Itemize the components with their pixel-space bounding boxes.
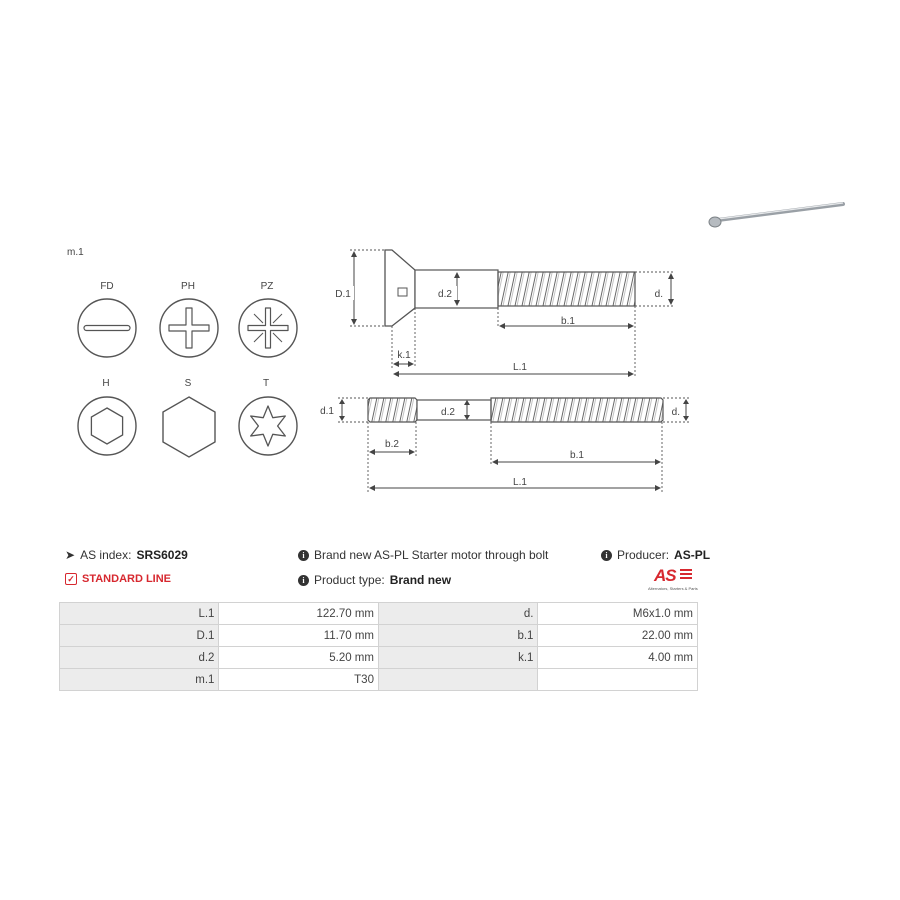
standard-line-label: STANDARD LINE <box>82 573 172 585</box>
spec-key-cell: m.1 <box>60 669 219 691</box>
spec-value-cell: 11.70 mm <box>219 625 379 647</box>
logo-tagline: Alternators, Starters & Parts <box>648 586 698 591</box>
logo-bars <box>680 569 692 581</box>
head-label-pz: PZ <box>260 281 274 292</box>
dim-label-b1-bolt2: b.1 <box>570 450 584 461</box>
dim-label-L1-bolt2: L.1 <box>513 477 527 488</box>
description-text: Brand new AS-PL Starter motor through bolt <box>314 548 549 562</box>
hex-head-icon <box>157 394 221 458</box>
spec-key-cell: d.2 <box>60 647 219 669</box>
bolt2-drawing <box>320 388 700 498</box>
standard-line <box>65 573 171 585</box>
dim-label-D1: D.1 <box>335 289 351 300</box>
logo-text: AS <box>654 566 676 585</box>
product-type <box>298 573 451 587</box>
spec-key-cell: D.1 <box>60 625 219 647</box>
table-row <box>60 669 698 691</box>
as-index-label: AS index: <box>80 548 132 562</box>
dim-label-b1: b.1 <box>561 316 575 327</box>
pozidriv-head-icon <box>236 296 300 360</box>
table-row <box>60 647 698 669</box>
spec-value-cell: 4.00 mm <box>538 647 698 669</box>
slot-head-icon <box>75 296 139 360</box>
as-index <box>65 548 188 562</box>
checkbox-icon: ✓ <box>65 573 77 585</box>
spec-key-cell <box>378 669 537 691</box>
tags-icon: ➤ <box>65 548 76 562</box>
description <box>298 548 548 562</box>
table-row <box>60 625 698 647</box>
bolt1-drawing <box>330 240 700 385</box>
spec-value-cell: T30 <box>219 669 379 691</box>
head-label-fd: FD <box>100 281 114 292</box>
spec-value-cell: 122.70 mm <box>219 603 379 625</box>
torx-head-icon <box>236 394 300 458</box>
dim-label-k1: k.1 <box>397 350 411 361</box>
producer <box>601 548 710 562</box>
head-label-ph: PH <box>181 281 195 292</box>
spec-value-cell: 22.00 mm <box>538 625 698 647</box>
head-label-h: H <box>102 378 110 389</box>
info-icon: i <box>298 575 309 586</box>
dim-label-L1: L.1 <box>513 362 527 373</box>
product-thumbnail <box>700 195 850 235</box>
spec-table <box>59 602 698 691</box>
as-pl-logo <box>648 566 700 596</box>
info-icon: i <box>601 550 612 561</box>
product-type-label: Product type: <box>314 573 385 587</box>
as-index-value: SRS6029 <box>136 548 188 562</box>
info-icon: i <box>298 550 309 561</box>
producer-value: AS-PL <box>674 548 711 562</box>
head-label-t: T <box>262 378 270 389</box>
dim-label-d1: d.1 <box>320 406 334 417</box>
spec-key-cell: k.1 <box>378 647 537 669</box>
spec-key-cell: d. <box>378 603 537 625</box>
table-row <box>60 603 698 625</box>
hex-socket-head-icon <box>75 394 139 458</box>
dim-label-d2: d.2 <box>438 289 452 300</box>
spec-value-cell: M6x1.0 mm <box>538 603 698 625</box>
spec-key-cell: L.1 <box>60 603 219 625</box>
dim-label-d2-bolt2: d.2 <box>441 407 455 418</box>
producer-label: Producer: <box>617 548 670 562</box>
dim-label-d: d. <box>654 289 663 300</box>
spec-value-cell: 5.20 mm <box>219 647 379 669</box>
spec-value-cell <box>538 669 698 691</box>
m1-label: m.1 <box>67 247 84 258</box>
product-type-value: Brand new <box>389 573 452 587</box>
dim-label-b2: b.2 <box>385 439 399 450</box>
phillips-head-icon <box>157 296 221 360</box>
dim-label-d-bolt2: d. <box>671 407 680 418</box>
head-label-s: S <box>184 378 192 389</box>
spec-key-cell: b.1 <box>378 625 537 647</box>
